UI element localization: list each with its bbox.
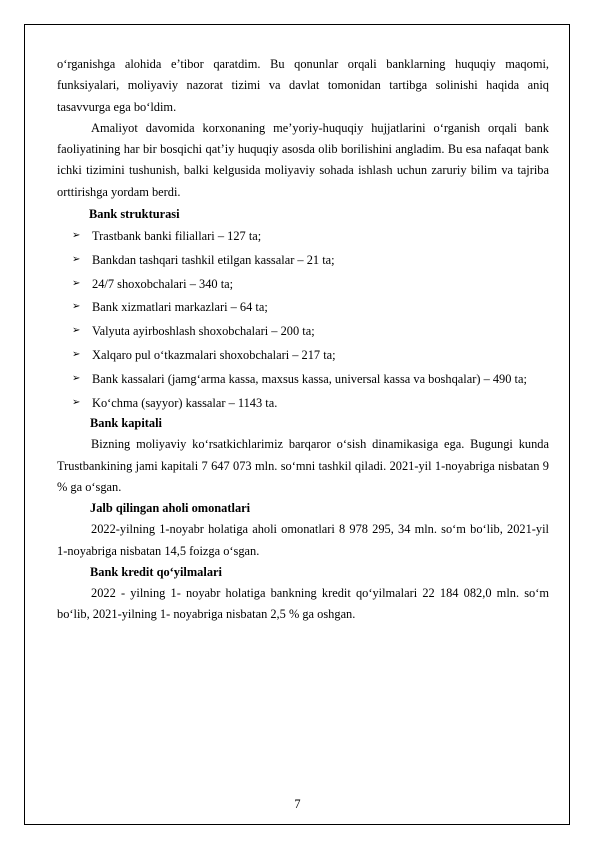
arrow-bullet-icon: ➢ <box>72 396 81 408</box>
deposits-paragraph: 2022-yilning 1-noyabr holatiga aholi omonatlari 8 978 295, 34 mln. so‘m bo‘lib, 2021-yil 1-noyabriga nisbatan 14,5 foizga o‘sgan. <box>57 522 549 558</box>
arrow-bullet-icon: ➢ <box>72 277 81 289</box>
arrow-bullet-icon: ➢ <box>72 301 81 313</box>
arrow-bullet-icon: ➢ <box>72 325 81 337</box>
loans-paragraph: 2022 - yilning 1- noyabr holatiga bankning kredit qo‘yilmalari 22 184 082,0 mln. so‘m bo‘lib, 2021-yilning 1- noyabriga nisbatan 2,5 % ga oshgan. <box>57 585 549 622</box>
practice-paragraph: Amaliyot davomida korxonaning me’yoriy-huquqiy hujjatlarini o‘rganish orqali bank faoliyatining har bir bosqichi qat’iy huquqiy asosda olib borilishini angladim. Bu esa nafaqat bank ichki tizimini tushunish, balki kelgusida moliyaviy sohada ishlash uchun zaruriy bilim va tajriba orttirishga yordam berdi. <box>57 120 549 199</box>
list-item: ➢ Valyuta ayirboshlash shoxobchalari – 200 ta; <box>72 324 315 339</box>
loans-heading: Bank kredit qo‘yilmalari <box>90 564 222 579</box>
list-item: ➢ Bank kassalari (jamg‘arma kassa, maxsus kassa, universal kassa va boshqalar) – 490 ta; <box>72 371 527 386</box>
structure-heading: Bank strukturasi <box>89 207 180 222</box>
deposits-heading: Jalb qilingan aholi omonatlari <box>90 501 251 516</box>
list-item: ➢ 24/7 shoxobchalari – 340 ta; <box>72 276 234 291</box>
capital-heading: Bank kapitali <box>90 416 162 431</box>
list-item: ➢ Ko‘chma (sayyor) kassalar – 1143 ta. <box>72 395 278 410</box>
list-item: ➢ Bank xizmatlari markazlari – 64 ta; <box>72 300 268 315</box>
list-item: ➢ Bankdan tashqari tashkil etilgan kassalar – 21 ta; <box>72 252 335 267</box>
capital-paragraph: Bizning moliyaviy ko‘rsatkichlarimiz barqaror o‘sish dinamikasiga ega. Bugungi kunda Trustbankining jami kapitali 7 647 073 mln. so‘mni tashkil qiladi. 2021-yil 1-noyabriga nisbatan 9 % ga o‘sgan. <box>57 437 549 495</box>
list-item: ➢ Xalqaro pul o‘tkazmalari shoxobchalari – 217 ta; <box>72 348 336 363</box>
arrow-bullet-icon: ➢ <box>72 372 81 384</box>
document-body <box>57 54 549 626</box>
list-item: ➢ Trastbank banki filiallari – 127 ta; <box>72 229 262 244</box>
arrow-bullet-icon: ➢ <box>72 230 81 242</box>
arrow-bullet-icon: ➢ <box>72 253 81 265</box>
page-number: 7 <box>294 797 301 811</box>
structure-list <box>57 228 549 411</box>
arrow-bullet-icon: ➢ <box>72 349 81 361</box>
intro-paragraph: o‘rganishga alohida e’tibor qaratdim. Bu qonunlar orqali banklarning huquqiy maqomi, funksiyalari, moliyaviy nazorat tizimi va davlat tomonidan tartibga solinishi haqida aniq tasavvurga ega bo‘ldim. <box>57 57 549 114</box>
